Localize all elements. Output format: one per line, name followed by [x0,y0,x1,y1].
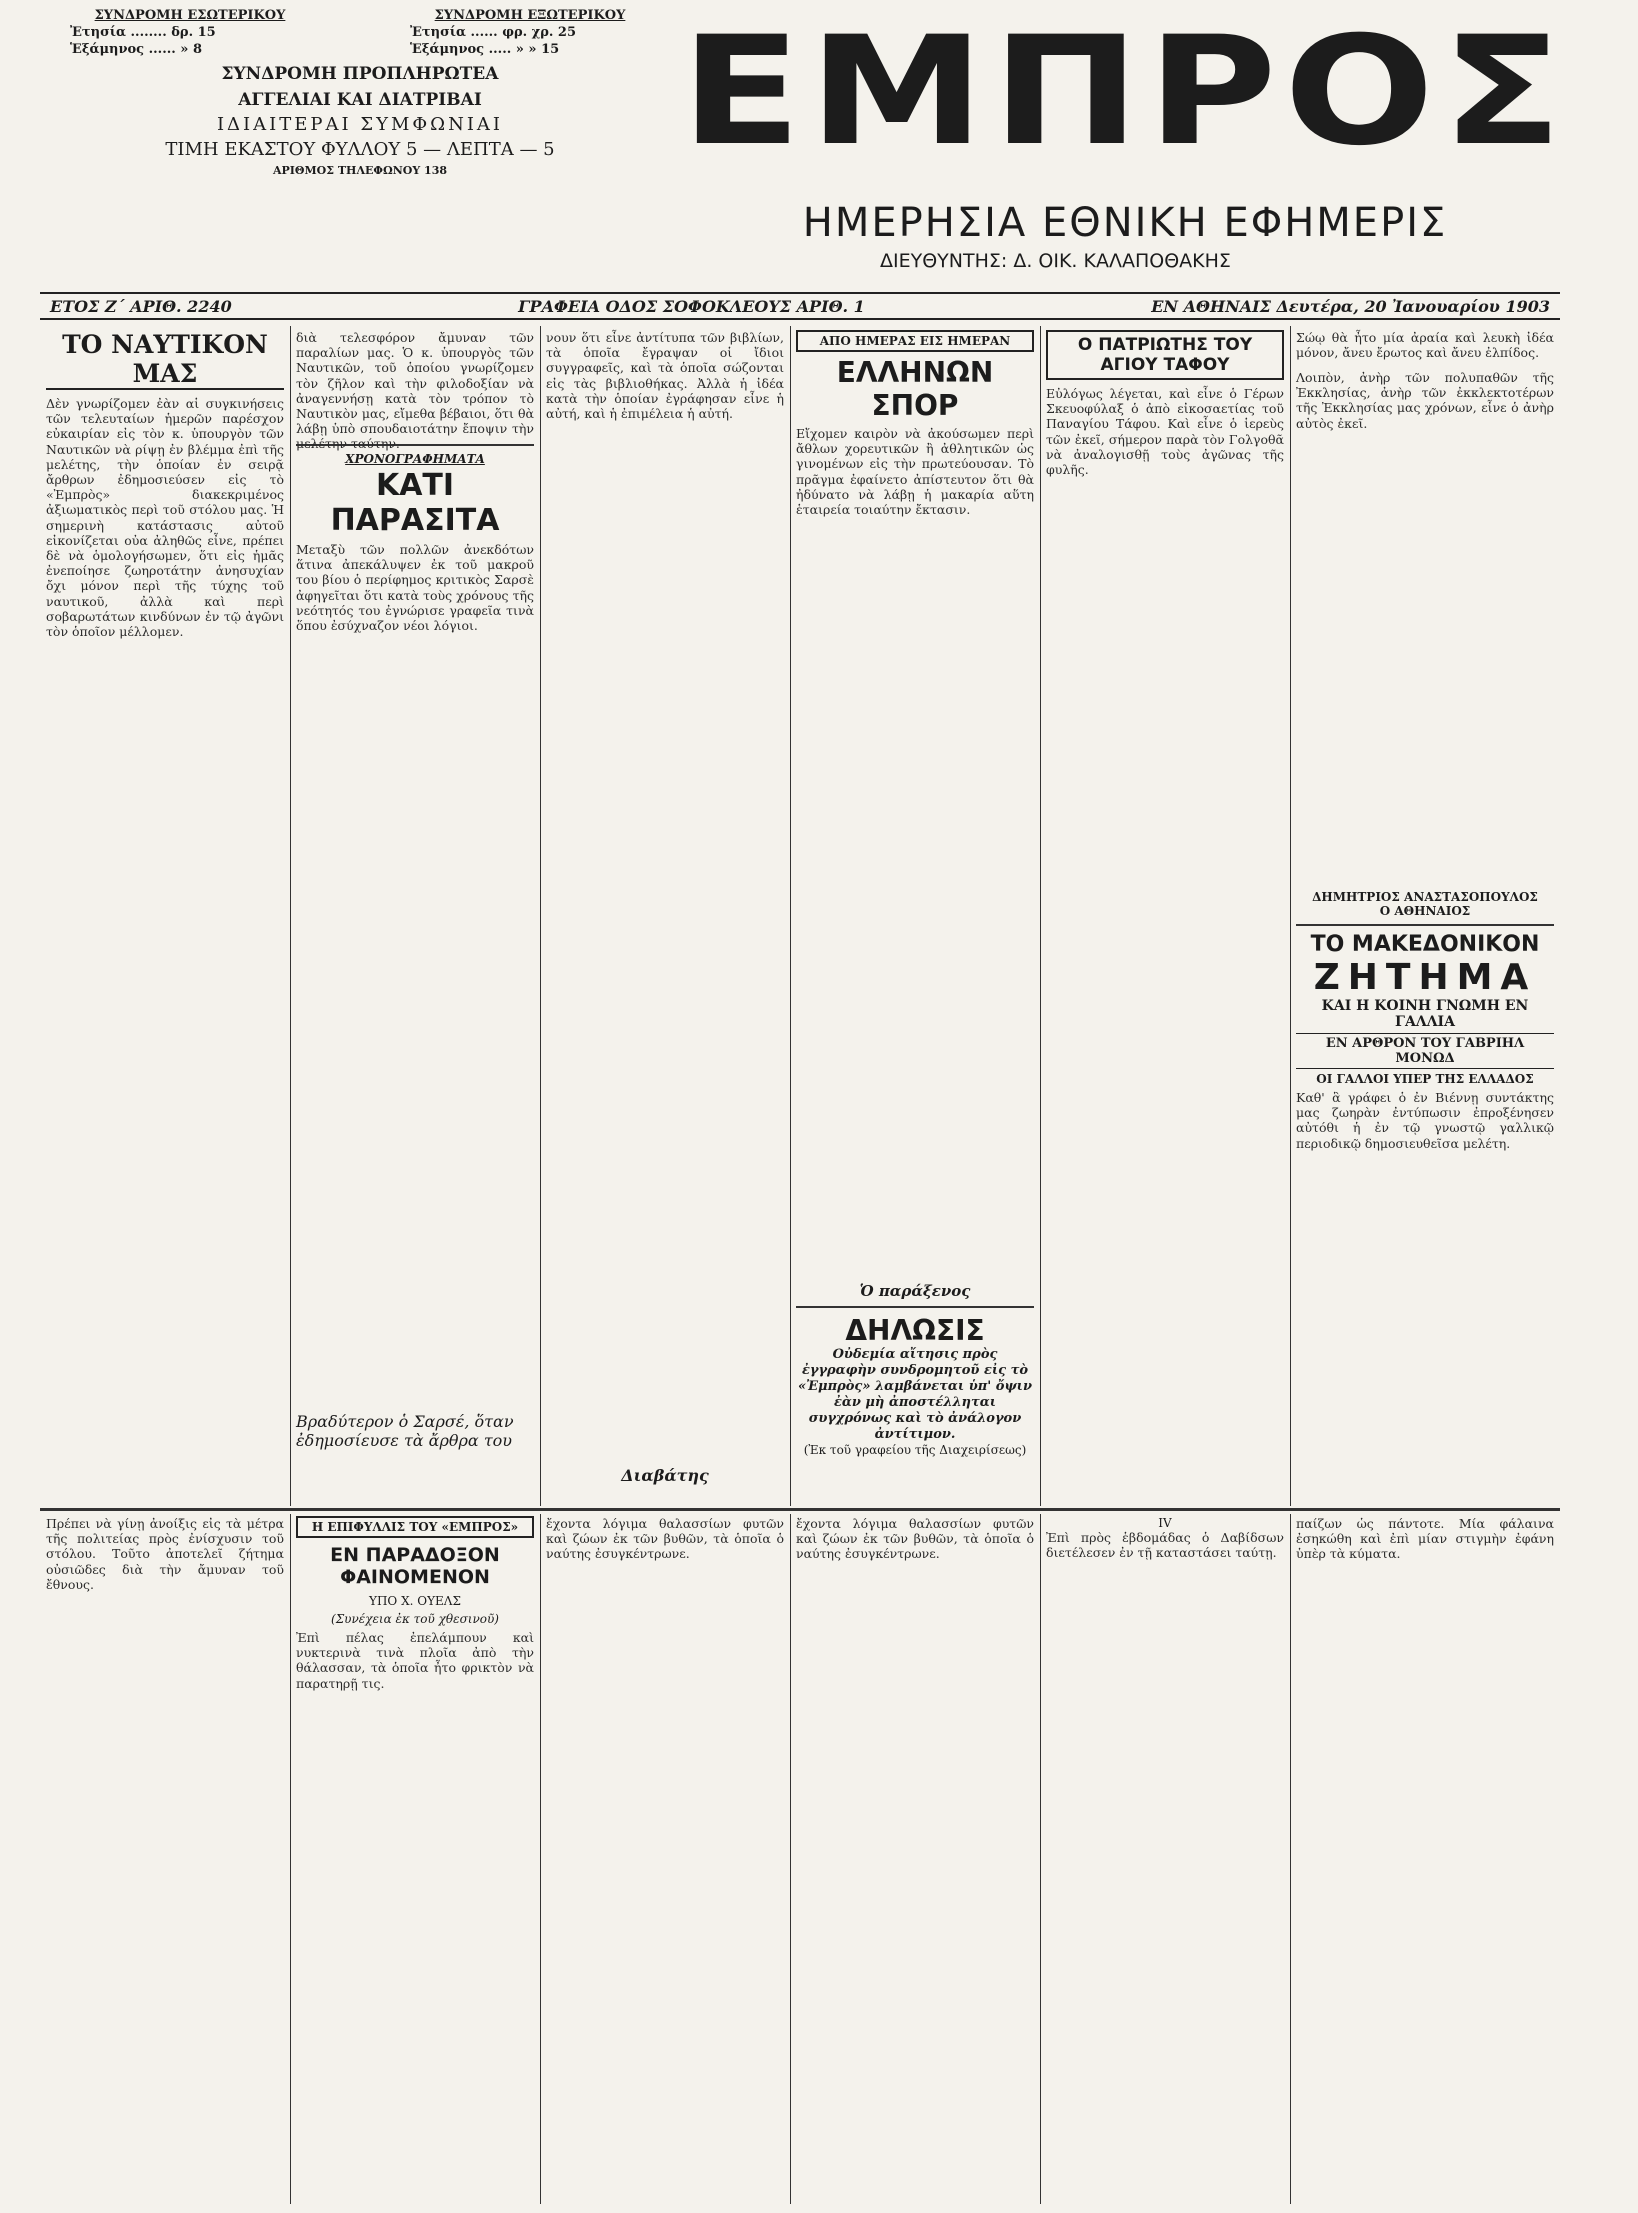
subscription-header [40,8,680,198]
article-body [1296,1090,1554,1570]
column-4 [796,330,1034,1506]
article-text: Μεταξὺ τῶν πολλῶν ἀνεκδότων ἅτινα ἀπεκάλυψεν ἐκ τοῦ μακροῦ του βίου ὁ περίφημος κριτικὸς Σαρσὲ ἀφηγεῖται ὅτι κατὰ τοὺς χρόνους τῆς νεότητός του ἐγνώρισε γραφεῖα τινὰ ὅπου ἐσύχναζον νέοι λόγιοι. [296,542,534,634]
box-title: ΚΑΙ Η ΚΟΙΝΗ ΓΝΩΜΗ ΕΝ ΓΑΛΛΙΑ [1321,998,1529,1030]
column-text-top [296,330,534,452]
column-text: Σώῳ θὰ ἦτο μία ἀραία καὶ λευκὴ ἰδέα μόνον, ἄνευ ἔρωτος καὶ ἄνευ ἐλπίδος. [1296,330,1554,361]
prepaid-note: ΣΥΝΔΡΟΜΗ ΠΡΟΠΛΗΡΩΤΕΑ [221,63,499,84]
article-headline: ΚΑΤΙ ΠΑΡΑΣΙΤΑ [330,468,500,538]
article-body [796,426,1034,1276]
article-text: Λοιπὸν, ἀνὴρ τῶν πολυπαθῶν τῆς Ἐκκλησίας, ἀνὴρ τῶν ἐκκλεκτοτέρων τῆς Ἐκκλησίας μας χρόνων, εἶνε ὁ ἀνὴρ αὐτὸς ἐκεῖ. [1296,370,1554,431]
section-divider [40,1508,1560,1511]
column-text: διὰ τελεσφόρον ἄμυναν τῶν παραλίων μας. Ὁ κ. ὑπουργὸς τῶν Ναυτικῶν, τοῦ ὁποίου γνωρίζομεν τὸν ζῆλον καὶ τὴν φιλοδοξίαν νὰ ἀναγεννήσῃ κατὰ τὸν τρόπον τὸ Ναυτικὸν μας, εἴμεθα βέβαιοι, ὅτι θὰ λάβῃ ὑπὸ σπουδαιοτάτην ἔποψιν τὴν μελέτην ταύτην. [296,330,534,452]
ads-note: ΑΓΓΕΛΙΑΙ ΚΑΙ ΔΙΑΤΡΙΒΑΙ [238,89,482,110]
article-text: Πρέπει νὰ γίνῃ ἀνοίξις εἰς τὰ μέτρα τῆς πολιτείας πρὸς ἐνίσχυσιν τοῦ στόλου. Τοῦτο ἀποτελεῖ ζήτημα οὐσιῶδες διὰ τὴν ἄμυναν τοῦ ἔθνους. [46,1516,284,1592]
feuilleton-label: Η ΕΠΙΦΥΛΛΙΣ ΤΟΥ «ΕΜΠΡΟΣ» [296,1516,534,1538]
column-rule [790,1514,791,2204]
article-text: Εἴχομεν καιρὸν νὰ ἀκούσωμεν περὶ ἄθλων χορευτικῶν ἢ ἀθλητικῶν ὡς γινομένων εἰς τὴν πρωτεύουσαν. Τὸ πρᾶγμα ἐφαίνετο ἀπίστευτον ὅτι θὰ ἠδύνατο νὰ λάβῃ ἡ μακαρία αὕτη ἑταιρεία τοιαύτην ἔκτασιν. [796,426,1034,518]
article-text: Καθ' ἃ γράφει ὁ ἐν Βιέννῃ συντάκτης μας ζωηρὰν ἐντύπωσιν ἐπροξένησεν αὐτόθι ἡ ἐν τῷ γνωστῷ γαλλικῷ περιοδικῷ δημοσιευθεῖσα μελέτη. [1296,1090,1554,1151]
column-6 [1296,330,1554,1506]
article-body [46,1516,284,2204]
article-body [1046,1530,1284,2190]
director-line: ΔΙΕΥΘΥΝΤΗΣ: Δ. ΟΙΚ. ΚΑΛΑΠΟΘΑΚΗΣ [880,250,1231,272]
column-rule [290,326,291,1506]
info-bar [40,292,1560,320]
column-5 [1046,330,1284,1506]
notice-note: (Ἐκ τοῦ γραφείου τῆς Διαχειρίσεως) [803,1443,1027,1457]
box-subtitle: ΕΝ ΑΡΘΡΟΝ ΤΟΥ ΓΑΒΡΙΗΛ ΜΟΝΩΔ [1296,1033,1554,1069]
masthead: ΕΜΠΡΟΣ [680,5,1570,179]
box-subtitle: ΟΙ ΓΑΛΛΟΙ ΥΠΕΡ ΤΗΣ ΕΛΛΑΔΟΣ [1316,1072,1534,1086]
article-body [1046,386,1284,1496]
author-pseudonym: Ο ΑΘΗΝΑΙΟΣ [1379,904,1471,918]
subscription-foreign-annual: Ἐτησία ...... φρ. χρ. 25 [410,25,577,41]
article-text: παίζων ὡς πάντοτε. Μία φάλαινα ἐσηκώθη καὶ ἐπὶ μίαν στιγμὴν ἐφάνη ὑπὲρ τὰ κύματα. [1296,1516,1554,1562]
article-headline: ΤΟ ΝΑΥΤΙΚΟΝ ΜΑΣ [46,330,284,390]
feuilleton-title: ΕΝ ΠΑΡΑΔΟΞΟΝ ΦΑΙΝΟΜΕΝΟΝ [330,1544,500,1588]
author-name: ΔΗΜΗΤΡΙΟΣ ΑΝΑΣΤΑΣΟΠΟΥΛΟΣ [1312,890,1538,904]
article-headline: Ο ΠΑΤΡΙΩΤΗΣ ΤΟΥ ΑΓΙΟΥ ΤΑΦΟΥ [1046,330,1284,380]
lower-column-6 [1296,1516,1554,2204]
column-rule [290,1514,291,2204]
box-title: ΤΟ ΜΑΚΕΔΟΝΙΚΟΝ [1310,932,1540,957]
article-text: Ἐπὶ πρὸς ἑβδομάδας ὁ Δαβίδσων διετέλεσεν ἐν τῇ καταστάσει ταύτῃ. [1046,1530,1284,1561]
article-body [296,1630,534,2210]
lower-column-1 [46,1516,284,2204]
issue-number: ΕΤΟΣ Ζ΄ ΑΡΙΘ. 2240 [50,296,232,316]
subscription-foreign-title: ΣΥΝΔΡΟΜΗ ΕΞΩΤΕΡΙΚΟΥ [434,8,626,23]
column-rule [540,1514,541,2204]
article-text: ἔχοντα λόγιμα θαλασσίων φυτῶν καὶ ζώων ἐκ τῶν βυθῶν, τὰ ὁποῖα ὁ ναύτης ἐσυγκέντρωνε. [796,1516,1034,1562]
box-title: ΖΗΤΗΜΑ [1313,957,1537,998]
subscription-foreign-semiannual: Ἑξάμηνος ..... » » 15 [410,42,560,58]
article-body [546,1516,784,2204]
lower-column-4 [796,1516,1034,2204]
issue-date: ΕΝ ΑΘΗΝΑΙΣ Δευτέρα, 20 Ἰανουαρίου 1903 [1151,296,1550,316]
article-text: Δὲν γνωρίζομεν ἐὰν αἱ συγκινήσεις τῶν τελευταίων ἡμερῶν παρέσχον εὐκαιρίαν εἰς τὸν κ. ὑπουργὸν τῶν Ναυτικῶν νὰ ρίψῃ ἐν βλέμμα ἐπὶ τῆς μελέτης, τὴν ὁποίαν ἐν σειρᾷ ἄρθρων ἐδημοσιεύσεν εἰς τὸ «Ἐμπρὸς» διακεκριμένος ἀξιωματικὸς περὶ τοῦ στόλου μας. Ἡ σημερινὴ κατάστασις αὐτοῦ εἰκονίζεται οὐα ἀληθῶς εἶνε, πρέπει δὲ νὰ ὁμολογήσωμεν, ὅτι εἰς ἡμᾶς ἐνεποίησε ζωηροτάτην ἀνησυχίαν ὄχι μόνον περὶ τῆς τύχης τοῦ ναυτικοῦ, ἀλλὰ καὶ περὶ σοβαρωτάτων κινδύνων ἐν τῷ ἀγῶνι τὸν ὁποῖον μέλλομεν. [46,396,284,640]
column-rule [1290,1514,1291,2204]
article-body [796,1516,1034,2204]
feuilleton [296,1516,534,2204]
subscription-domestic-semiannual: Ἑξάμηνος ...... » 8 [70,42,202,58]
phone-note: ΑΡΙΘΜΟΣ ΤΗΛΕΦΩΝΟΥ 138 [272,163,448,177]
article-signature: Ὁ παράξενος [859,1282,971,1300]
column-rule [790,326,791,1506]
article-body [1296,370,1554,890]
feuilleton-author: ΥΠΟ Χ. ΟΥΕΛΣ [369,1594,461,1608]
column-rule [1290,326,1291,1506]
column-2 [296,330,534,1506]
chapter-number: IV [1158,1516,1172,1530]
subscription-domestic-annual: Ἐτησία ........ δρ. 15 [70,25,216,41]
subscription-domestic-title: ΣΥΝΔΡΟΜΗ ΕΣΩΤΕΡΙΚΟΥ [94,8,286,23]
article-text: Ἐπὶ πέλας ἐπελάμπουν καὶ νυκτερινὰ τινὰ πλοῖα ἀπὸ τὴν θάλασσαν, τὰ ὁποῖα ἦτο φρικτὸν νὰ παρατηρῇ τις. [296,1630,534,1691]
column-1 [46,330,284,1506]
section-rule [1296,924,1554,926]
office-address: ΓΡΑΦΕΙΑ ΟΔΟΣ ΣΟΦΟΚΛΕΟΥΣ ΑΡΙΘ. 1 [518,296,865,316]
article-body [296,542,534,1412]
article-ending: Βραδύτερον ὁ Σαρσέ, ὅταν ἐδημοσίευσε τὰ ἄρθρα του [296,1412,514,1450]
article-headline: ΕΛΛΗΝΩΝ ΣΠΟΡ [836,356,994,422]
tagline: ΗΜΕΡΗΣΙΑ ΕΘΝΙΚΗ ΕΦΗΜΕΡΙΣ [802,200,1448,246]
article-text: νουν ὅτι εἶνε ἀντίτυπα τῶν βιβλίων, τὰ ὁποῖα ἔγραψαν οἱ ἴδιοι συγγραφεῖς, καὶ τὰ ὁποῖα σώζονται εἰς τὰς βιβλιοθήκας. Ἀλλὰ ἡ ἰδέα κατὰ τὴν ὁποίαν ἐγράφησαν εἶνε ἡ αὐτή, καὶ ἡ ἐπιμέλεια ἡ αὐτή. [546,330,784,422]
column-rule [1040,1514,1041,2204]
column-text-top [1296,330,1554,370]
price-note: ΤΙΜΗ ΕΚΑΣΤΟΥ ΦΥΛΛΟΥ 5 — ΛΕΠΤΑ — 5 [165,138,555,160]
column-rule [1040,326,1041,1506]
notice-text: Οὐδεμία αἴτησις πρὸς ἐγγραφὴν συνδρομητοῦ εἰς τὸ «Ἐμπρὸς» λαμβάνεται ὑπ' ὄψιν ἐὰν μὴ ἀποστέλληται συγχρόνως καὶ τὸ ἀνάλογον ἀντίτιμον. [798,1347,1032,1442]
section-label: ΧΡΟΝΟΓΡΑΦΗΜΑΤΑ [345,452,485,466]
subscription-rows [40,8,680,58]
section-rule [796,1306,1034,1308]
article-text: Εὐλόγως λέγεται, καὶ εἶνε ὁ Γέρων Σκευοφύλαξ ὁ ἀπὸ εἰκοσαετίας τοῦ Παναγίου Τάφου. Καὶ εἶνε ὁ ἱερεὺς τῶν ἐκεῖ, σήμερον παρὰ τὸν Γολγοθᾶ νὰ ἀναλογισθῇ τοὺς ἀγῶνας τῆς φυλῆς. [1046,386,1284,478]
lower-column-5 [1046,1516,1284,2204]
section-label: ΑΠΟ ΗΜΕΡΑΣ ΕΙΣ ΗΜΕΡΑΝ [796,330,1034,352]
feuilleton-continuation: (Συνέχεια ἐκ τοῦ χθεσινοῦ) [331,1612,499,1626]
subscription-domestic [40,8,340,58]
article-body [1296,1516,1554,2204]
special-note: ΙΔΙΑΙΤΕΡΑΙ ΣΥΜΦΩΝΙΑΙ [216,113,504,135]
article-body [46,396,284,1516]
article-text: ἔχοντα λόγιμα θαλασσίων φυτῶν καὶ ζώων ἐκ τῶν βυθῶν, τὰ ὁποῖα ὁ ναύτης ἐσυγκέντρωνε. [546,1516,784,1562]
article-signature: Διαβάτης [621,1466,709,1485]
column-rule [540,326,541,1506]
notice-title: ΔΗΛΩΣΙΣ [845,1314,985,1347]
column-3 [546,330,784,1506]
article-body [546,330,784,1460]
lower-column-3 [546,1516,784,2204]
